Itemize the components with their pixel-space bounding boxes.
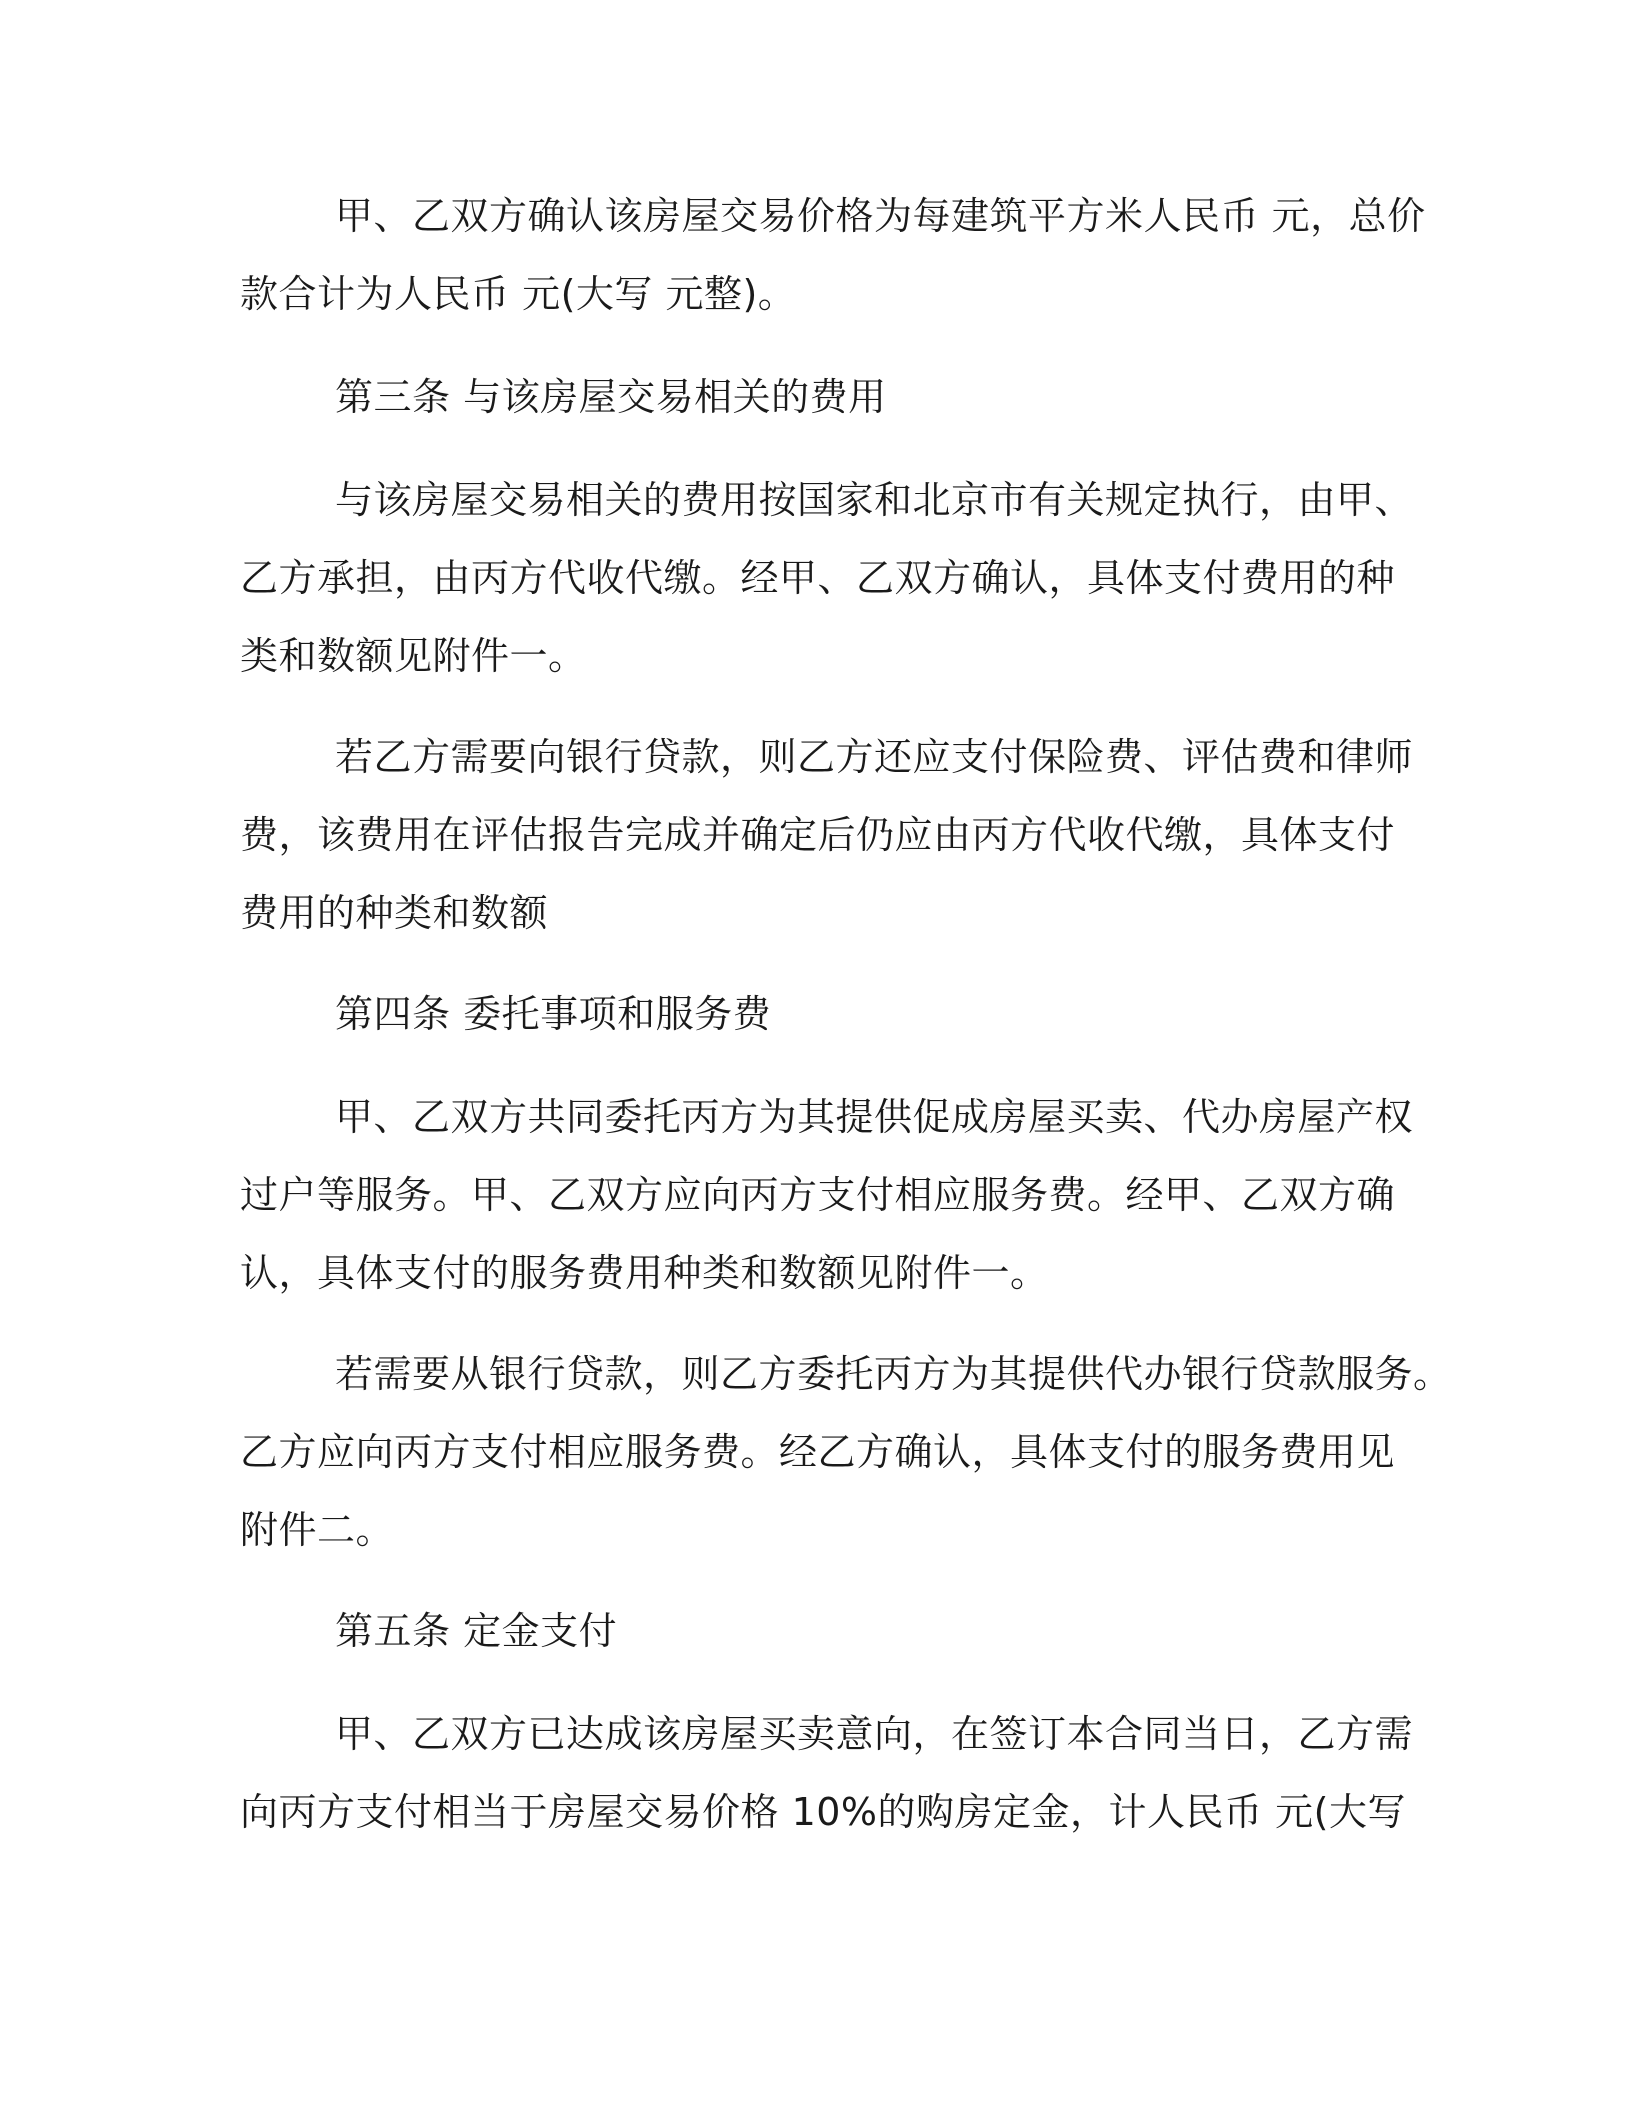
paragraph-line: 款合计为人民币 元(大写 元整)。	[240, 272, 797, 316]
section-heading: 第三条 与该房屋交易相关的费用	[335, 375, 887, 419]
paragraph-line: 费用的种类和数额	[240, 891, 549, 935]
paragraph-line: 附件二。	[240, 1508, 395, 1552]
paragraph-line: 若乙方需要向银行贷款，则乙方还应支付保险费、评估费和律师	[335, 735, 1414, 779]
paragraph-line: 甲、乙双方共同委托丙方为其提供促成房屋买卖、代办房屋产权	[335, 1095, 1414, 1139]
paragraph-line: 费，该费用在评估报告完成并确定后仍应由丙方代收代缴，具体支付	[240, 813, 1396, 857]
paragraph-line: 认，具体支付的服务费用种类和数额见附件一。	[240, 1251, 1049, 1295]
paragraph-line: 乙方应向丙方支付相应服务费。经乙方确认，具体支付的服务费用见	[240, 1430, 1396, 1474]
section-heading: 第五条 定金支付	[335, 1609, 618, 1653]
paragraph-line: 与该房屋交易相关的费用按国家和北京市有关规定执行，由甲、	[335, 478, 1414, 522]
paragraph-line: 若需要从银行贷款，则乙方委托丙方为其提供代办银行贷款服务。	[335, 1352, 1452, 1396]
paragraph-line: 甲、乙双方已达成该房屋买卖意向，在签订本合同当日，乙方需	[335, 1712, 1414, 1756]
paragraph-line: 甲、乙双方确认该房屋交易价格为每建筑平方米人民币 元，总价	[335, 194, 1426, 238]
paragraph-line: 过户等服务。甲、乙双方应向丙方支付相应服务费。经甲、乙双方确	[240, 1173, 1396, 1217]
section-heading: 第四条 委托事项和服务费	[335, 992, 772, 1036]
paragraph-line: 乙方承担，由丙方代收代缴。经甲、乙双方确认，具体支付费用的种	[240, 556, 1396, 600]
paragraph-line: 向丙方支付相当于房屋交易价格 10%的购房定金，计人民币 元(大写	[240, 1790, 1406, 1834]
paragraph-line: 类和数额见附件一。	[240, 634, 587, 678]
